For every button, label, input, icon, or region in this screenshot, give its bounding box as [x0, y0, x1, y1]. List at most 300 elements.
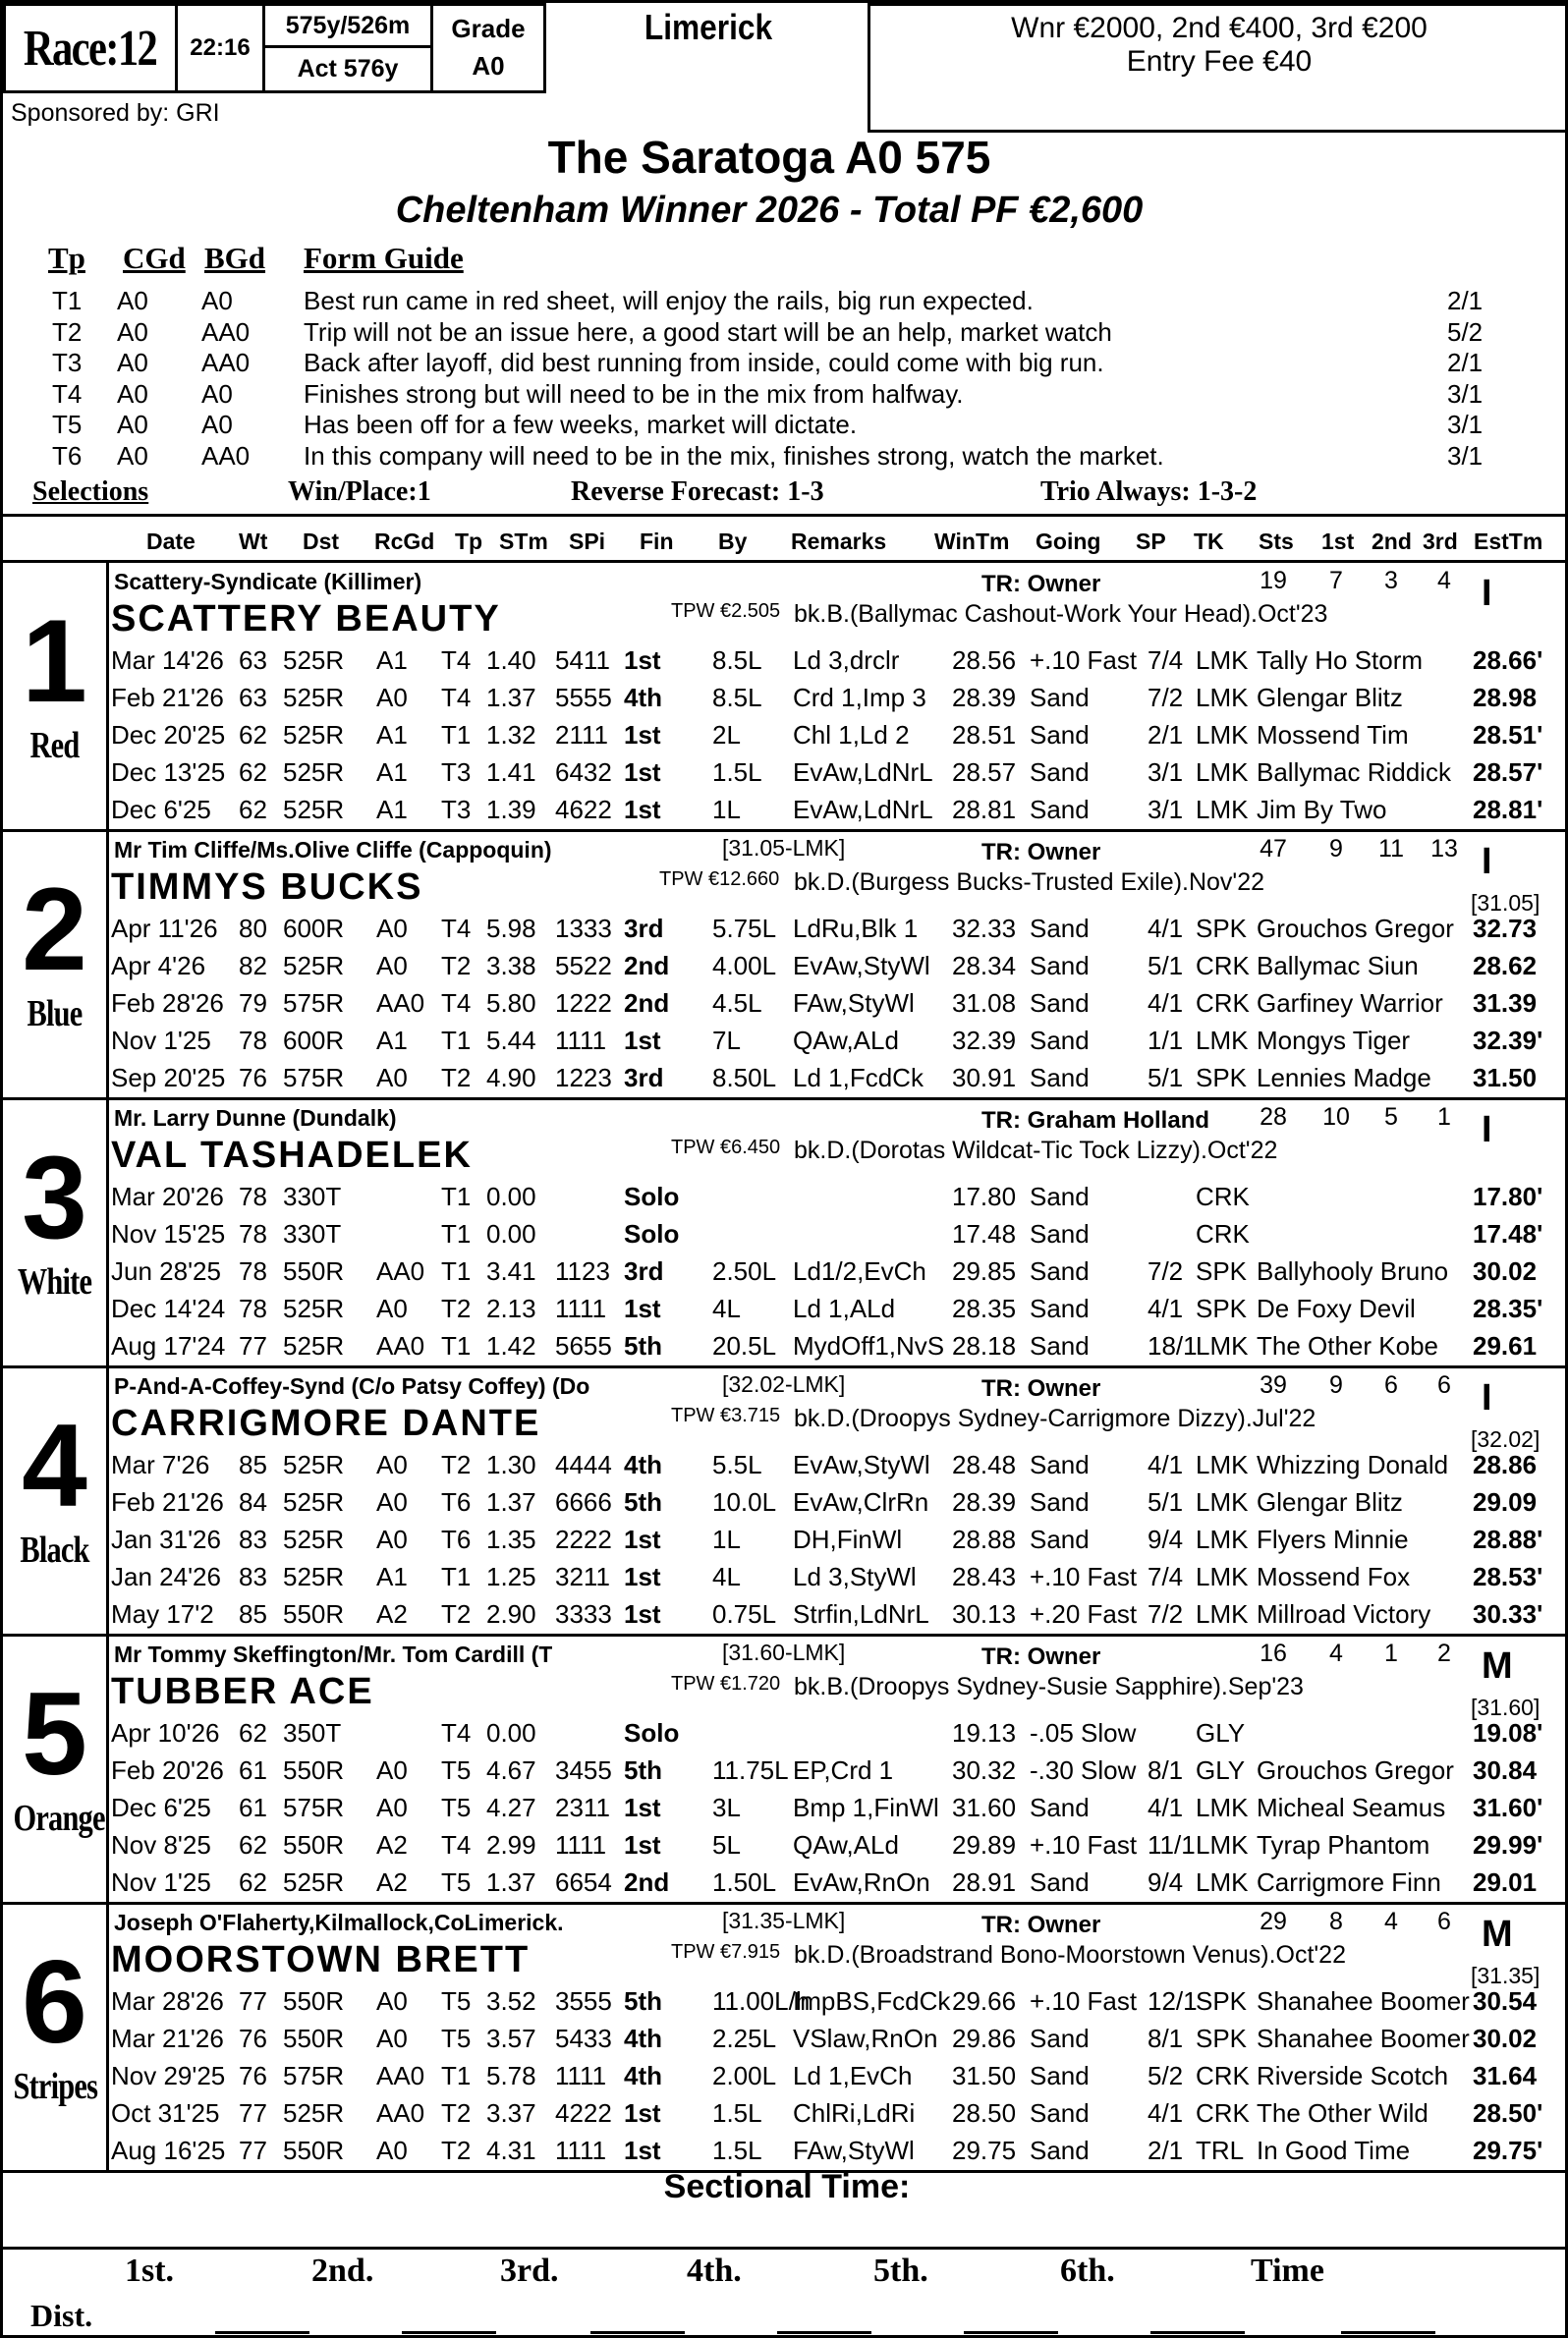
form-going: Sand — [1030, 1063, 1090, 1092]
sponsor: Sponsored by: GRI — [11, 99, 220, 127]
guide-tp: T6 — [52, 440, 83, 471]
race-number-box — [3, 3, 178, 93]
form-weight: 77 — [239, 2136, 267, 2165]
greyhound-name: TUBBER ACE — [111, 1671, 374, 1712]
guide-text: Finishes strong but will need to be in the mix from halfway. — [304, 378, 964, 409]
form-trap: T2 — [441, 1063, 472, 1092]
guide-tp: T1 — [52, 286, 83, 315]
form-est-time: 28.35' — [1473, 1294, 1543, 1323]
form-date: Feb 28'26 — [111, 988, 224, 1018]
form-sectional: 1.37 — [486, 1867, 536, 1897]
form-beaten-by: 1L — [712, 795, 741, 824]
form-guide — [3, 241, 1568, 510]
form-row — [111, 679, 1568, 716]
form-going: +.10 Fast — [1030, 1562, 1138, 1591]
form-remarks: EvAw,ClrRn — [793, 1487, 929, 1517]
form-remarks: EvAw,StyWl — [793, 1450, 930, 1479]
form-finish: 2nd — [624, 988, 670, 1018]
form-est-time: 29.09 — [1473, 1487, 1538, 1517]
form-sp: 4/1 — [1148, 1294, 1184, 1323]
form-distance: 525R — [283, 951, 345, 980]
form-row — [111, 1178, 1568, 1215]
form-trap: T5 — [441, 2024, 472, 2053]
form-row — [111, 1327, 1568, 1364]
trap-box — [3, 1367, 109, 1634]
form-distance: 575R — [283, 2061, 345, 2090]
form-distance: 550R — [283, 1755, 345, 1785]
career-stat: 9 — [1329, 835, 1343, 863]
form-finish: 4th — [624, 1450, 662, 1479]
form-row — [111, 1595, 1568, 1633]
prize-box — [868, 3, 1568, 133]
trap-box — [3, 563, 109, 829]
form-remarks: QAw,ALd — [793, 1830, 899, 1860]
form-finish: 1st — [624, 720, 661, 750]
career-stat: 3 — [1384, 567, 1398, 594]
dist-label: Dist. — [30, 2298, 93, 2333]
form-trap: T4 — [441, 683, 472, 712]
form-distance: 525R — [283, 720, 345, 750]
column-header: 3rd — [1423, 529, 1458, 554]
form-remarks: FAw,StyWl — [793, 988, 915, 1018]
form-sp: 7/4 — [1148, 645, 1184, 675]
form-trap: T2 — [441, 951, 472, 980]
total-prize-won: TPW €3.715 — [671, 1405, 781, 1426]
form-est-time: 29.01 — [1473, 1867, 1538, 1897]
form-winner: Tyrap Phantom — [1257, 1830, 1430, 1860]
form-sp: 4/1 — [1148, 1450, 1184, 1479]
form-race-grade: A1 — [376, 720, 408, 750]
position-label: 6th. — [1060, 2253, 1115, 2289]
form-race-grade: AA0 — [376, 1256, 425, 1286]
form-remarks: EP,Crd 1 — [793, 1755, 894, 1785]
form-finish: 2nd — [624, 951, 670, 980]
guide-row — [3, 410, 1568, 440]
guide-header-cgd: CGd — [123, 241, 186, 275]
form-trap: T4 — [441, 914, 472, 943]
form-split-positions: 1123 — [555, 1256, 610, 1286]
form-row — [111, 1022, 1568, 1059]
form-beaten-by: 2L — [712, 720, 741, 750]
form-weight: 78 — [239, 1219, 267, 1249]
form-win-time: 30.32 — [952, 1755, 1017, 1785]
form-date: Sep 20'25 — [111, 1063, 226, 1092]
guide-bgd: AA0 — [201, 348, 251, 377]
guide-tp: T5 — [52, 410, 83, 439]
form-going: Sand — [1030, 1026, 1090, 1055]
form-winner: Shanahee Boomer — [1257, 1986, 1470, 2016]
form-trap: T1 — [441, 1219, 472, 1249]
form-race-grade: A1 — [376, 757, 408, 787]
breeding: bk.D.(Dorotas Wildcat-Tic Tock Lizzy).Oct'22 — [794, 1137, 1278, 1164]
form-split-positions: 6432 — [555, 757, 612, 787]
trainer: TR: Owner — [981, 1643, 1101, 1670]
form-date: Jan 24'26 — [111, 1562, 221, 1591]
est-time-bracket: [31.05] — [1471, 890, 1540, 916]
form-winner: Mossend Fox — [1257, 1562, 1411, 1591]
race-subtitle: Cheltenham Winner 2026 - Total PF €2,600 — [395, 190, 1144, 231]
breeding: bk.B.(Droopys Sydney-Susie Sapphire).Sep'23 — [794, 1673, 1304, 1700]
form-remarks: Ld 1,EvCh — [793, 2061, 913, 2090]
guide-tp: T4 — [52, 378, 83, 409]
form-winner: Garfiney Warrior — [1257, 988, 1443, 1018]
form-date: Mar 28'26 — [111, 1986, 224, 2016]
form-remarks: DH,FinWl — [793, 1525, 903, 1554]
guide-text: In this company will need to be in the mix, finishes strong, watch the market. — [304, 440, 1164, 471]
form-est-time: 31.60' — [1473, 1793, 1543, 1822]
form-distance: 550R — [283, 1256, 345, 1286]
form-going: Sand — [1030, 1450, 1090, 1479]
form-track: CRK — [1196, 988, 1250, 1018]
form-remarks: Ld1/2,EvCh — [793, 1256, 926, 1286]
form-track: CRK — [1196, 951, 1250, 980]
trap-number: 5 — [22, 1668, 87, 1800]
guide-price: 3/1 — [1447, 378, 1484, 409]
form-trap: T1 — [441, 720, 472, 750]
form-finish: Solo — [624, 1219, 680, 1249]
column-header: Tp — [455, 529, 483, 554]
position-label: 4th. — [687, 2253, 742, 2289]
est-time-bracket: [31.60] — [1471, 1695, 1540, 1720]
track-record: [31.35-LMK] — [722, 1908, 846, 1933]
form-est-time: 17.48' — [1473, 1219, 1543, 1249]
result-blank — [777, 2331, 871, 2334]
est-time-bracket: [31.35] — [1471, 1963, 1540, 1988]
form-row — [111, 753, 1568, 791]
form-split-positions: 1223 — [555, 1063, 612, 1092]
form-weight: 82 — [239, 951, 267, 980]
form-trap: T2 — [441, 2098, 472, 2128]
form-est-time: 30.02 — [1473, 1256, 1538, 1286]
form-distance: 525R — [283, 1487, 345, 1517]
form-beaten-by: 8.50L — [712, 1063, 777, 1092]
runner-3 — [3, 1099, 1568, 1368]
form-race-grade: A0 — [376, 2024, 408, 2053]
form-going: +.20 Fast — [1030, 1599, 1138, 1629]
form-est-time: 30.33' — [1473, 1599, 1543, 1629]
guide-header-bgd: BGd — [204, 241, 266, 275]
form-sectional: 4.27 — [486, 1793, 536, 1822]
form-distance: 550R — [283, 2136, 345, 2165]
form-date: Nov 1'25 — [111, 1026, 211, 1055]
form-winner: In Good Time — [1257, 2136, 1411, 2165]
career-stat: 47 — [1260, 835, 1287, 863]
form-weight: 83 — [239, 1525, 267, 1554]
form-win-time: 28.35 — [952, 1294, 1017, 1323]
form-trap: T6 — [441, 1487, 472, 1517]
guide-cgd: A0 — [117, 316, 148, 347]
form-date: Dec 14'24 — [111, 1294, 226, 1323]
form-date: Dec 6'25 — [111, 795, 211, 824]
track-name: Limerick — [644, 7, 773, 47]
form-est-time: 28.81' — [1473, 795, 1543, 824]
form-race-grade: A1 — [376, 795, 408, 824]
form-remarks: Chl 1,Ld 2 — [793, 720, 910, 750]
form-row — [111, 984, 1568, 1022]
form-sp: 7/4 — [1148, 1562, 1184, 1591]
form-winner: Grouchos Gregor — [1257, 1755, 1454, 1785]
form-distance: 525R — [283, 2098, 345, 2128]
form-weight: 76 — [239, 2024, 267, 2053]
form-est-time: 30.02 — [1473, 2024, 1538, 2053]
form-win-time: 29.85 — [952, 1256, 1017, 1286]
distance-box — [262, 3, 433, 93]
form-sp: 11/1 — [1148, 1830, 1196, 1860]
form-date: Dec 6'25 — [111, 1793, 211, 1822]
form-weight: 62 — [239, 795, 267, 824]
form-remarks: LdRu,Blk 1 — [793, 914, 919, 943]
form-track: LMK — [1196, 1525, 1249, 1554]
trainer: TR: Owner — [981, 1375, 1101, 1402]
form-date: Apr 11'26 — [111, 914, 218, 943]
form-sp: 4/1 — [1148, 1793, 1184, 1822]
form-trap: T1 — [441, 1562, 472, 1591]
footer-divider — [3, 2247, 1568, 2250]
form-distance: 600R — [283, 914, 345, 943]
form-weight: 63 — [239, 645, 267, 675]
career-stat: 6 — [1437, 1371, 1451, 1399]
greyhound-name: CARRIGMORE DANTE — [111, 1403, 541, 1444]
form-row — [111, 1752, 1568, 1789]
form-row — [111, 1252, 1568, 1290]
form-row — [111, 1714, 1568, 1752]
form-remarks: VSlaw,RnOn — [793, 2024, 938, 2053]
form-win-time: 28.50 — [952, 2098, 1017, 2128]
form-trap: T5 — [441, 1867, 472, 1897]
form-date: Nov 15'25 — [111, 1219, 226, 1249]
career-stat: 8 — [1329, 1908, 1343, 1935]
form-race-grade: A2 — [376, 1867, 408, 1897]
form-sectional: 1.41 — [486, 757, 536, 787]
form-trap: T5 — [441, 1986, 472, 2016]
form-sp: 5/2 — [1148, 2061, 1184, 2090]
form-trap: T5 — [441, 1793, 472, 1822]
form-remarks: Ld 3,drclr — [793, 645, 900, 675]
form-going: Sand — [1030, 1219, 1090, 1249]
form-win-time: 28.57 — [952, 757, 1017, 787]
form-sectional: 0.00 — [486, 1219, 536, 1249]
guide-header-form: Form Guide — [304, 241, 464, 275]
column-header: 2nd — [1372, 529, 1412, 554]
career-stat: 4 — [1437, 567, 1451, 594]
form-row — [111, 1982, 1568, 2020]
form-finish: 1st — [624, 2136, 661, 2165]
form-weight: 77 — [239, 2098, 267, 2128]
form-race-grade: A2 — [376, 1830, 408, 1860]
form-split-positions: 5555 — [555, 683, 612, 712]
form-win-time: 28.56 — [952, 645, 1017, 675]
column-header: Date — [146, 529, 196, 554]
form-sectional: 2.99 — [486, 1830, 536, 1860]
form-weight: 83 — [239, 1562, 267, 1591]
form-winner: Jim By Two — [1257, 795, 1387, 824]
form-sp: 5/1 — [1148, 951, 1184, 980]
career-stat: 2 — [1437, 1640, 1451, 1667]
form-finish: 1st — [624, 1294, 661, 1323]
form-weight: 62 — [239, 1830, 267, 1860]
form-row — [111, 716, 1568, 753]
result-blank — [215, 2331, 309, 2334]
form-sp: 9/4 — [1148, 1525, 1184, 1554]
trap-colour: White — [17, 1261, 92, 1303]
form-row — [111, 947, 1568, 984]
form-race-grade: A0 — [376, 1793, 408, 1822]
form-race-grade: AA0 — [376, 988, 425, 1018]
form-beaten-by: 7L — [712, 1026, 741, 1055]
career-stat: 13 — [1430, 835, 1458, 863]
total-prize-won: TPW €12.660 — [659, 868, 780, 890]
form-going: Sand — [1030, 683, 1090, 712]
form-date: Dec 13'25 — [111, 757, 226, 787]
form-distance: 350T — [283, 1718, 342, 1748]
form-est-time: 28.88' — [1473, 1525, 1543, 1554]
form-weight: 78 — [239, 1294, 267, 1323]
actual-distance: Act 576y — [297, 55, 399, 83]
form-split-positions: 5655 — [555, 1331, 612, 1361]
form-finish: 3rd — [624, 1063, 664, 1092]
form-est-time: 19.08' — [1473, 1718, 1543, 1748]
column-header: 1st — [1321, 529, 1355, 554]
column-header: Going — [1036, 529, 1101, 554]
form-finish: 3rd — [624, 1256, 664, 1286]
form-winner: The Other Kobe — [1257, 1331, 1438, 1361]
form-sp: 4/1 — [1148, 2098, 1184, 2128]
form-sectional: 5.78 — [486, 2061, 536, 2090]
trap-number: 4 — [22, 1400, 87, 1531]
form-track: LMK — [1196, 1793, 1249, 1822]
form-sectional: 4.90 — [486, 1063, 536, 1092]
form-weight: 85 — [239, 1450, 267, 1479]
form-distance: 575R — [283, 1793, 345, 1822]
guide-cgd: A0 — [117, 410, 148, 439]
form-trap: T2 — [441, 1294, 472, 1323]
form-going: +.10 Fast — [1030, 1986, 1138, 2016]
form-split-positions: 1111 — [555, 2061, 607, 2090]
form-race-grade: A0 — [376, 1487, 408, 1517]
form-split-positions: 5411 — [555, 645, 610, 675]
form-track: GLY — [1196, 1755, 1246, 1785]
column-header: WinTm — [934, 529, 1010, 554]
career-stat: 1 — [1437, 1103, 1451, 1131]
form-weight: 61 — [239, 1793, 267, 1822]
form-beaten-by: 4L — [712, 1562, 741, 1591]
form-finish: 1st — [624, 1830, 661, 1860]
race-number: Race:12 — [24, 20, 157, 77]
form-race-grade: A0 — [376, 2136, 408, 2165]
form-split-positions: 2111 — [555, 720, 608, 750]
guide-bgd: AA0 — [201, 440, 251, 471]
form-win-time: 29.75 — [952, 2136, 1017, 2165]
form-distance: 550R — [283, 2024, 345, 2053]
form-win-time: 28.18 — [952, 1331, 1017, 1361]
runner-indicator: I — [1482, 1109, 1492, 1150]
column-header: Fin — [640, 529, 674, 554]
form-sectional: 5.80 — [486, 988, 536, 1018]
form-sectional: 3.52 — [486, 1986, 536, 2016]
form-finish: 1st — [624, 795, 661, 824]
career-stat: 19 — [1260, 567, 1287, 594]
form-row — [111, 2020, 1568, 2057]
form-going: Sand — [1030, 1256, 1090, 1286]
form-weight: 85 — [239, 1599, 267, 1629]
form-weight: 76 — [239, 1063, 267, 1092]
result-blank — [402, 2331, 496, 2334]
form-trap: T3 — [441, 757, 472, 787]
form-going: Sand — [1030, 1867, 1090, 1897]
form-finish: 5th — [624, 1755, 662, 1785]
form-row — [111, 1789, 1568, 1826]
form-sp: 4/1 — [1148, 914, 1184, 943]
race-distance: 575y/526m — [265, 6, 430, 48]
form-sectional: 3.38 — [486, 951, 536, 980]
form-race-grade: A0 — [376, 914, 408, 943]
form-beaten-by: 8.5L — [712, 645, 762, 675]
form-weight: 61 — [239, 1755, 267, 1785]
form-track: SPK — [1196, 2024, 1248, 2053]
trap-colour: Black — [20, 1530, 89, 1571]
form-beaten-by: 5.5L — [712, 1450, 762, 1479]
form-est-time: 29.75' — [1473, 2136, 1543, 2165]
form-track: CRK — [1196, 2098, 1250, 2128]
total-prize-won: TPW €1.720 — [671, 1673, 781, 1695]
form-sectional: 1.37 — [486, 683, 536, 712]
form-finish: 1st — [624, 1525, 661, 1554]
form-winner: Ballymac Siun — [1257, 951, 1419, 980]
track-record: [32.02-LMK] — [722, 1371, 846, 1397]
form-split-positions: 4622 — [555, 795, 612, 824]
form-win-time: 29.86 — [952, 2024, 1017, 2053]
guide-price: 3/1 — [1447, 440, 1484, 471]
form-trap: T4 — [441, 1830, 472, 1860]
trap-colour: Stripes — [13, 2066, 98, 2107]
runner-1 — [3, 563, 1568, 832]
form-winner: Shanahee Boomer — [1257, 2024, 1470, 2053]
career-stat: 4 — [1384, 1908, 1398, 1935]
form-finish: 5th — [624, 1487, 662, 1517]
form-est-time: 31.64 — [1473, 2061, 1538, 2090]
form-win-time: 28.43 — [952, 1562, 1017, 1591]
form-race-grade: A0 — [376, 1986, 408, 2016]
form-sp: 8/1 — [1148, 2024, 1184, 2053]
guide-price: 3/1 — [1447, 410, 1484, 439]
win-place: Win/Place:1 — [288, 476, 431, 507]
form-win-time: 28.88 — [952, 1525, 1017, 1554]
form-row — [111, 1059, 1568, 1096]
form-win-time: 19.13 — [952, 1718, 1017, 1748]
form-est-time: 28.98 — [1473, 683, 1538, 712]
column-header: SPi — [569, 529, 606, 554]
form-remarks: Crd 1,Imp 3 — [793, 683, 926, 712]
form-est-time: 28.57' — [1473, 757, 1543, 787]
form-row — [111, 1290, 1568, 1327]
form-sectional: 1.37 — [486, 1487, 536, 1517]
form-column-headers — [3, 514, 1568, 563]
form-win-time: 30.13 — [952, 1599, 1017, 1629]
form-date: Nov 8'25 — [111, 1830, 211, 1860]
form-date: Nov 1'25 — [111, 1867, 211, 1897]
position-label: 5th. — [873, 2253, 928, 2289]
form-going: Sand — [1030, 2136, 1090, 2165]
selections-row — [3, 476, 1568, 510]
form-sectional: 3.41 — [486, 1256, 536, 1286]
form-sp: 3/1 — [1148, 757, 1184, 787]
form-finish: 4th — [624, 2024, 662, 2053]
form-est-time: 31.50 — [1473, 1063, 1538, 1092]
form-win-time: 28.81 — [952, 795, 1017, 824]
form-remarks: Bmp 1,FinWl — [793, 1793, 939, 1822]
form-est-time: 29.61 — [1473, 1331, 1538, 1361]
form-race-grade: AA0 — [376, 2061, 425, 2090]
